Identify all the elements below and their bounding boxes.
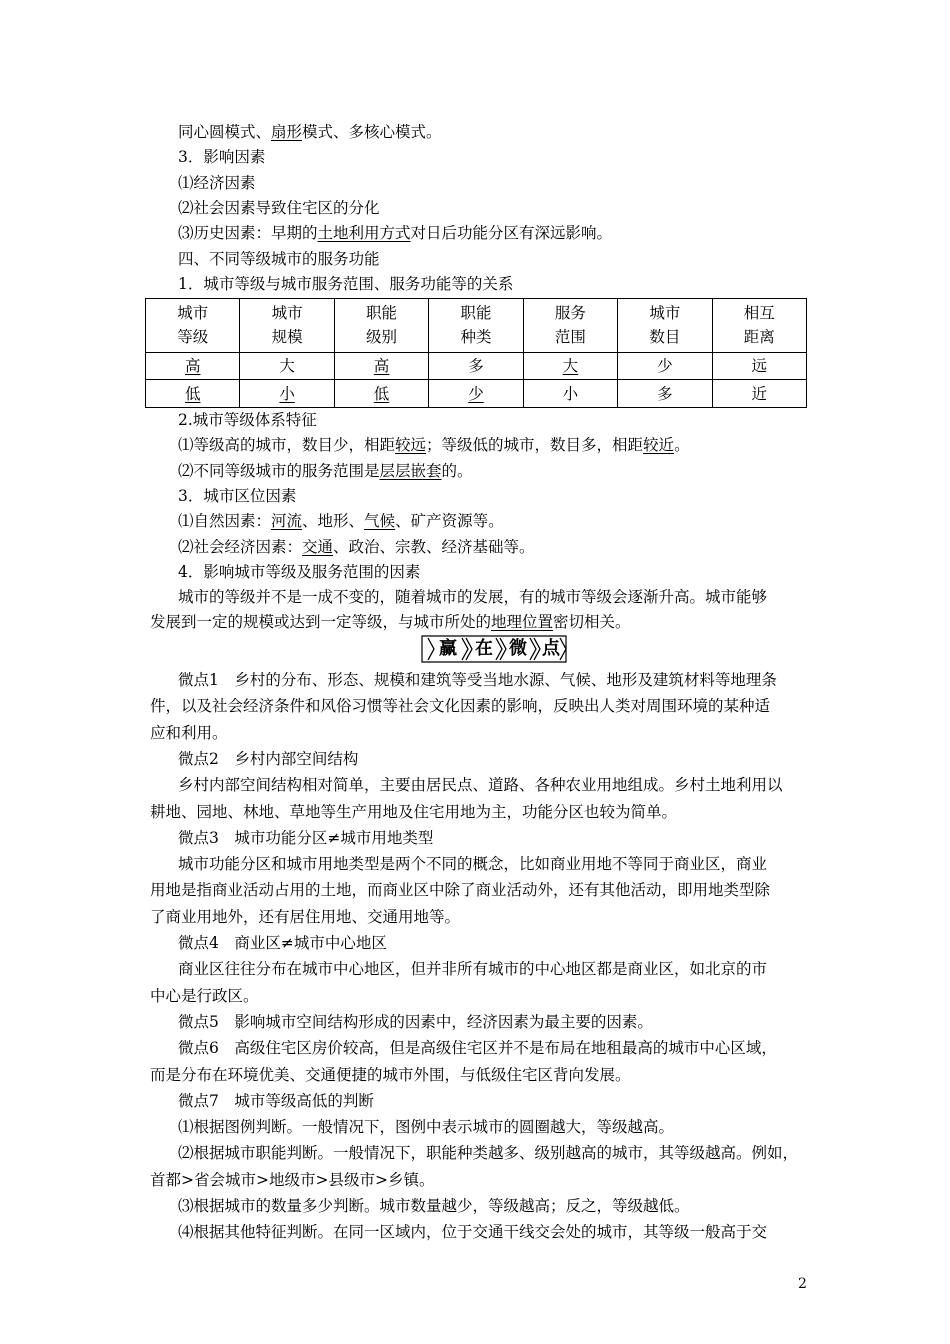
table-cell: 少 <box>429 380 523 408</box>
table-header-cell: 职能 级别 <box>334 299 428 353</box>
text-line: 1．城市等级与城市服务范围、服务功能等的关系 <box>178 274 514 293</box>
table-cell: 多 <box>429 352 523 380</box>
text-line: 商业区往往分布在城市中心地区，但并非所有城市的中心地区都是商业区，如北京的市 <box>178 960 768 979</box>
table-header-cell: 服务 范围 <box>523 299 617 353</box>
text-line: ⑵根据城市职能判断。一般情况下，职能种类越多、级别越高的城市，其等级越高。例如， <box>178 1144 799 1163</box>
text-line: 首都>省会城市>地级市>县级市>乡镇。 <box>150 1170 435 1189</box>
section-banner <box>420 634 568 664</box>
text-line: 同心圆模式、扇形模式、多核心模式。 <box>178 123 442 141</box>
text-line: 四、不同等级城市的服务功能 <box>178 249 380 268</box>
banner-char: 在 <box>475 638 493 659</box>
text-line: ⑷根据其他特征判断。在同一区域内，位于交通干线交会处的城市，其等级一般高于交 <box>178 1223 768 1242</box>
answer-underline: 气候 <box>364 512 396 531</box>
text-line: 3．影响因素 <box>178 148 266 167</box>
text-line: 应和利用。 <box>150 723 228 742</box>
answer-underline: 较远 <box>395 436 427 455</box>
text-line: 微点4 商业区≠城市中心地区 <box>178 934 387 952</box>
table-header-cell: 城市 规模 <box>240 299 334 353</box>
text-line: 微点1 乡村的分布、形态、规模和建筑等受当地水源、气候、地形及建筑材料等地理条 <box>178 671 777 689</box>
text-line: 而是分布在环境优美、交通便捷的城市外围，与低级住宅区背向发展。 <box>150 1065 631 1084</box>
text-line: 4．影响城市等级及服务范围的因素 <box>178 562 421 581</box>
table-header-cell: 相互 距离 <box>712 299 806 353</box>
answer-underline: 交通 <box>302 537 334 556</box>
page-number: 2 <box>798 1276 807 1292</box>
text-line: 用地是指商业活动占用的土地，而商业区中除了商业活动外，还有其他活动，即用地类型除 <box>150 881 771 900</box>
table-header-row <box>146 299 807 353</box>
text-line: 件，以及社会经济条件和风俗习惯等社会文化因素的影响，反映出人类对周围环境的某种适 <box>150 697 771 716</box>
text-line: 耕地、园地、林地、草地等生产用地及住宅用地为主，功能分区也较为简单。 <box>150 802 678 821</box>
text-line: 微点2 乡村内部空间结构 <box>178 749 359 768</box>
table-cell: 高 <box>146 352 240 380</box>
text-line: ⑶根据城市的数量多少判断。城市数量越少，等级越高；反之，等级越低。 <box>178 1197 690 1215</box>
answer-underline: 河流 <box>271 512 303 531</box>
text-line: 乡村内部空间结构相对简单，主要由居民点、道路、各种农业用地组成。乡村土地利用以 <box>178 776 783 795</box>
text-line: 微点5 影响城市空间结构形成的因素中，经济因素为最主要的因素。 <box>178 1012 653 1031</box>
banner-char: 赢 <box>439 638 457 659</box>
text-line: 城市功能分区和城市用地类型是两个不同的概念，比如商业用地不等同于商业区，商业 <box>178 855 768 874</box>
text-line: ⑴自然因素：河流、地形、气候、矿产资源等。 <box>178 512 504 531</box>
text-line: ⑵社会因素导致住宅区的分化 <box>178 198 380 217</box>
text-line: ⑵社会经济因素：交通、政治、宗教、经济基础等。 <box>178 537 535 556</box>
table-cell: 低 <box>146 380 240 408</box>
table-cell: 大 <box>523 352 617 380</box>
text-line: ⑴经济因素 <box>178 173 256 192</box>
answer-underline: 层层嵌套 <box>379 461 442 480</box>
banner-char: 点 <box>542 638 560 659</box>
table-row <box>146 352 807 380</box>
table-header-cell: 城市 数目 <box>618 299 712 353</box>
banner-char: 微 <box>509 638 527 659</box>
table-cell: 高 <box>334 352 428 380</box>
table-cell: 低 <box>334 380 428 408</box>
table-cell: 小 <box>240 380 334 408</box>
text-line: 微点6 高级住宅区房价较高，但是高级住宅区并不是布局在地租最高的城市中心区域， <box>178 1039 777 1058</box>
text-line: 了商业用地外，还有居住用地、交通用地等。 <box>150 907 461 926</box>
answer-underline: 土地利用方式 <box>317 224 411 243</box>
table-cell: 远 <box>712 352 806 380</box>
city-grade-table <box>145 298 807 408</box>
table-header-cell: 职能 种类 <box>429 299 523 353</box>
text-line: 微点3 城市功能分区≠城市用地类型 <box>178 828 434 847</box>
table-row <box>146 380 807 408</box>
text-line: 中心是行政区。 <box>150 986 259 1005</box>
table-cell: 近 <box>712 380 806 408</box>
text-line: 微点7 城市等级高低的判断 <box>178 1091 374 1110</box>
text-line: 3．城市区位因素 <box>178 486 297 505</box>
table-cell: 小 <box>523 380 617 408</box>
table-cell: 大 <box>240 352 334 380</box>
table-cell: 多 <box>618 380 712 408</box>
answer-underline: 地理位置 <box>491 613 554 632</box>
answer-underline: 扇形 <box>271 123 303 141</box>
text-line: 2.城市等级体系特征 <box>178 411 317 429</box>
text-line: 城市的等级并不是一成不变的，随着城市的发展，有的城市等级会逐渐升高。城市能够 <box>178 588 768 607</box>
table-cell: 少 <box>618 352 712 380</box>
text-line: ⑴根据图例判断。一般情况下，图例中表示城市的圆圈越大，等级越高。 <box>178 1118 675 1137</box>
text-line: ⑴等级高的城市，数目少，相距较远；等级低的城市，数目多，相距较近。 <box>178 436 690 455</box>
text-line: 发展到一定的规模或达到一定等级，与城市所处的地理位置密切相关。 <box>150 613 631 632</box>
text-line: ⑶历史因素：早期的土地利用方式对日后功能分区有深远影响。 <box>178 224 613 243</box>
answer-underline: 较近 <box>643 436 675 455</box>
table-header-cell: 城市 等级 <box>146 299 240 353</box>
text-line: ⑵不同等级城市的服务范围是层层嵌套的。 <box>178 461 473 480</box>
